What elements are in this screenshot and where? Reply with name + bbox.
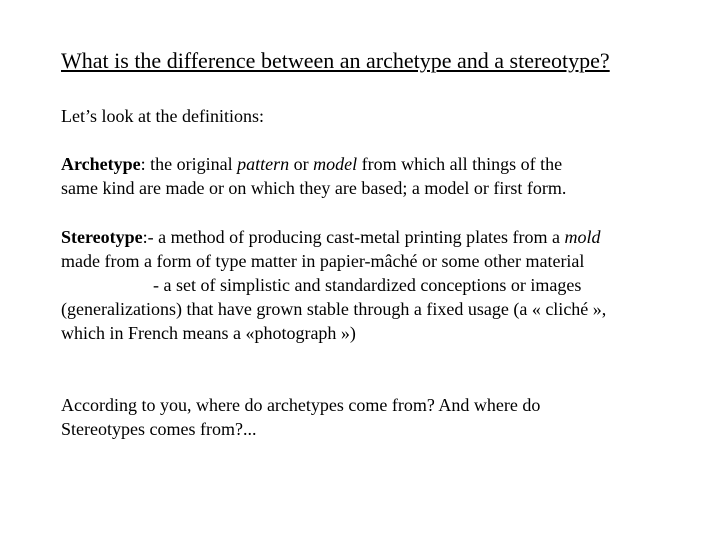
stereotype-line-3: - a set of simplistic and standardized conceptions or images [153,275,582,295]
stereotype-line-5: which in French means a «photograph ») [61,323,356,343]
archetype-text-a: : the original [140,154,238,174]
archetype-emphasis-model: model [313,154,358,174]
archetype-term: Archetype [61,154,141,174]
slide-title: What is the difference between an archetype and a stereotype? [61,48,610,73]
stereotype-definition [61,225,606,345]
stereotype-text-a: :- a method of producing cast-metal printing plates from a [142,227,565,247]
stereotype-line-4: (generalizations) that have grown stable through a fixed usage (a « cliché », [61,299,607,319]
archetype-emphasis-pattern: pattern [237,154,290,174]
archetype-line-1 [61,152,566,176]
discussion-question [61,393,540,441]
stereotype-line-1 [61,225,606,249]
stereotype-emphasis-mold: mold [564,227,601,247]
question-line-2: Stereotypes comes from?... [61,419,257,439]
intro-text: Let’s look at the definitions: [61,106,264,126]
archetype-text-c: from which all things of the [357,154,563,174]
archetype-line-2: same kind are made or on which they are based; a model or first form. [61,178,567,198]
stereotype-line-2: made from a form of type matter in papier-mâché or some other material [61,251,585,271]
stereotype-term: Stereotype [61,227,143,247]
archetype-definition [61,152,566,200]
archetype-text-b: or [289,154,314,174]
question-line-1: According to you, where do archetypes come from? And where do [61,395,541,415]
